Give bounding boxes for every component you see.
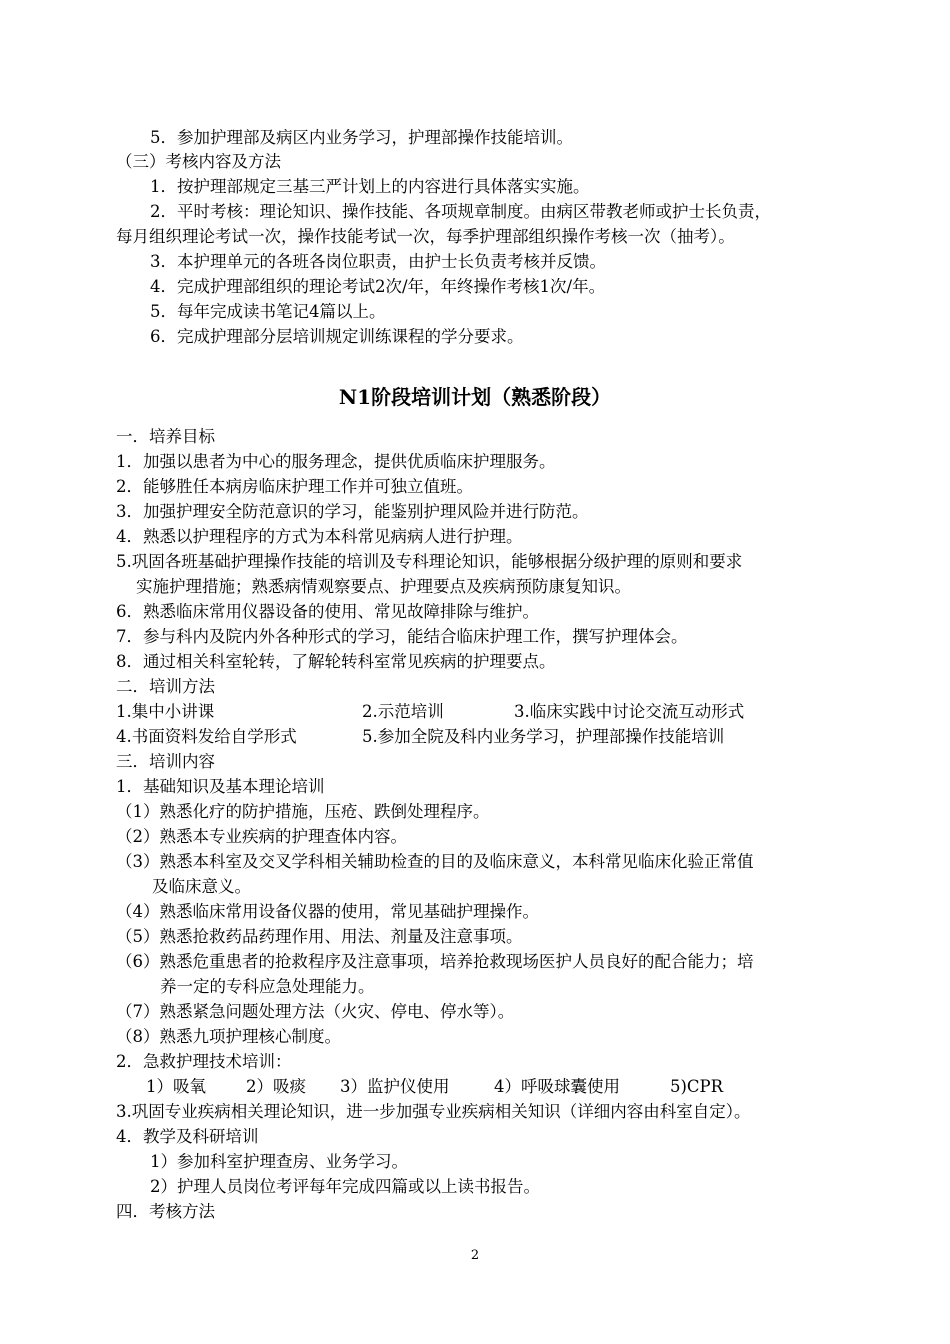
text-line: （7）熟悉紧急问题处理方法（火灾、停电、停水等）。 — [116, 1002, 515, 1021]
text-line: 7．参与科内及院内外各种形式的学习，能结合临床护理工作，撰写护理体会。 — [116, 627, 688, 646]
section-heading: 二．培训方法 — [116, 677, 215, 696]
text-line: （2）熟悉本专业疾病的护理查体内容。 — [116, 827, 407, 846]
text-line: 4．完成护理部组织的理论考试2次/年，年终操作考核1次/年。 — [150, 277, 606, 296]
text-line: 1．加强以患者为中心的服务理念，提供优质临床护理服务。 — [116, 452, 556, 471]
section-heading: （三）考核内容及方法 — [116, 152, 281, 171]
text-line: 6．熟悉临床常用仪器设备的使用、常见故障排除与维护。 — [116, 602, 539, 621]
text-line: 3．本护理单元的各班各岗位职责，由护士长负责考核并反馈。 — [150, 252, 606, 271]
text-line: 每月组织理论考试一次，操作技能考试一次，每季护理部组织操作考核一次（抽考）。 — [116, 227, 735, 246]
text-line: 2）护理人员岗位考评每年完成四篇或以上读书报告。 — [150, 1177, 540, 1196]
text-line: （8）熟悉九项护理核心制度。 — [116, 1027, 341, 1046]
text-line: 1．基础知识及基本理论培训 — [116, 777, 325, 796]
method-item: 5.参加全院及科内业务学习，护理部操作技能培训 — [362, 727, 725, 746]
text-line: 实施护理措施；熟悉病情观察要点、护理要点及疾病预防康复知识。 — [136, 577, 631, 596]
skill-item: 4）呼吸球囊使用 — [494, 1077, 620, 1096]
text-line: 2．平时考核：理论知识、操作技能、各项规章制度。由病区带教老师或护士长负责， — [150, 202, 771, 221]
text-line: 4．教学及科研培训 — [116, 1127, 259, 1146]
skill-item: 5)CPR — [670, 1077, 724, 1096]
text-line: （3）熟悉本科室及交叉学科相关辅助检查的目的及临床意义，本科常见临床化验正常值 — [116, 852, 754, 871]
text-line: 1．按护理部规定三基三严计划上的内容进行具体落实实施。 — [150, 177, 590, 196]
text-line: 3.巩固专业疾病相关理论知识，进一步加强专业疾病相关知识（详细内容由科室自定）。 — [116, 1102, 751, 1121]
section-heading: 四．考核方法 — [116, 1202, 215, 1221]
text-line: 6．完成护理部分层培训规定训练课程的学分要求。 — [150, 327, 524, 346]
text-line: 1）参加科室护理查房、业务学习。 — [150, 1152, 408, 1171]
text-line: 8．通过相关科室轮转，了解轮转科室常见疾病的护理要点。 — [116, 652, 556, 671]
text-line: 及临床意义。 — [152, 877, 251, 896]
skill-item: 2）吸痰 — [246, 1077, 306, 1096]
text-line: 5．参加护理部及病区内业务学习，护理部操作技能培训。 — [150, 128, 573, 147]
skill-item: 1）吸氧 — [146, 1077, 206, 1096]
text-line: （4）熟悉临床常用设备仪器的使用，常见基础护理操作。 — [116, 902, 539, 921]
section-heading: 一．培养目标 — [116, 427, 215, 446]
method-item: 3.临床实践中讨论交流互动形式 — [514, 702, 745, 721]
skill-item: 3）监护仪使用 — [340, 1077, 450, 1096]
page-number: 2 — [470, 1248, 480, 1263]
text-line: （6）熟悉危重患者的抢救程序及注意事项，培养抢救现场医护人员良好的配合能力；培 — [116, 952, 754, 971]
text-line: 4．熟悉以护理程序的方式为本科常见病病人进行护理。 — [116, 527, 523, 546]
method-item: 4.书面资料发给自学形式 — [116, 727, 297, 746]
text-line: 2．能够胜任本病房临床护理工作并可独立值班。 — [116, 477, 473, 496]
method-item: 1.集中小讲课 — [116, 702, 215, 721]
method-item: 2.示范培训 — [362, 702, 444, 721]
text-line: 2．急救护理技术培训： — [116, 1052, 292, 1071]
text-line: 5．每年完成读书笔记4篇以上。 — [150, 302, 386, 321]
text-line: （5）熟悉抢救药品药理作用、用法、剂量及注意事项。 — [116, 927, 523, 946]
text-line: 养一定的专科应急处理能力。 — [160, 977, 375, 996]
text-line: 5.巩固各班基础护理操作技能的培训及专科理论知识，能够根据分级护理的原则和要求 — [116, 552, 743, 571]
text-line: （1）熟悉化疗的防护措施，压疮、跌倒处理程序。 — [116, 802, 490, 821]
section-title: N1阶段培训计划（熟悉阶段） — [338, 385, 612, 409]
section-heading: 三．培训内容 — [116, 752, 215, 771]
text-line: 3．加强护理安全防范意识的学习，能鉴别护理风险并进行防范。 — [116, 502, 589, 521]
